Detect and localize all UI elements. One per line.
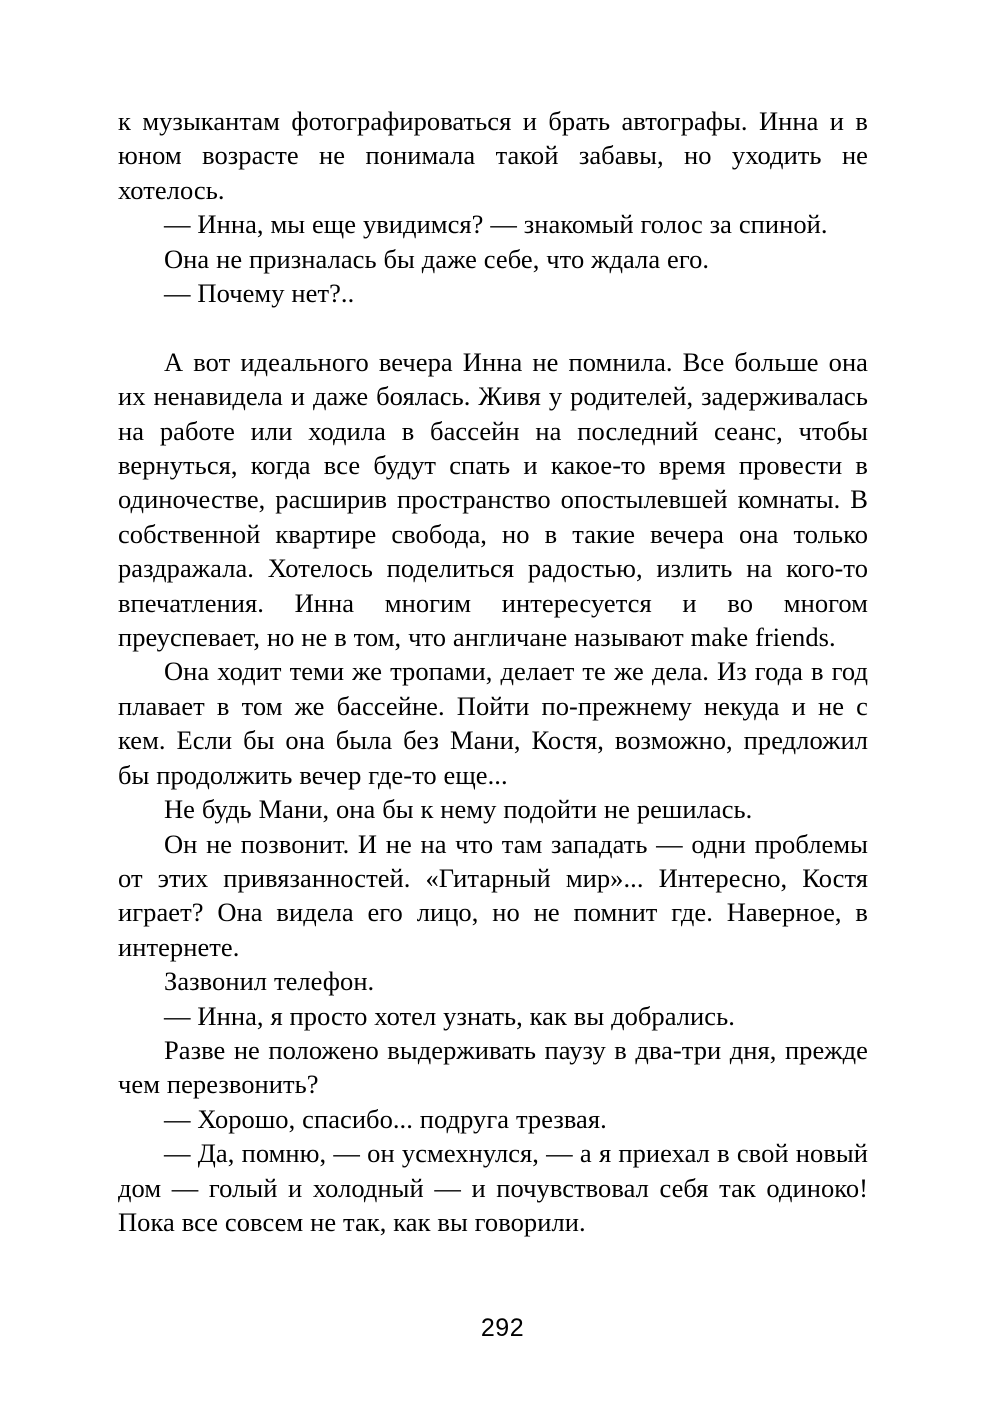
body-paragraph: Не будь Мани, она бы к нему подойти не решилась. bbox=[164, 794, 753, 825]
body-paragraph: — Почему нет?.. bbox=[164, 278, 355, 309]
body-paragraph: к музыкантам фотографироваться и брать автографы. Инна и в юном возрасте не понимала такой забавы, но уходить не хотелось. bbox=[118, 106, 868, 205]
page-number: 292 bbox=[480, 1314, 525, 1342]
body-paragraph: Зазвонил телефон. bbox=[164, 966, 375, 997]
body-paragraph: — Инна, я просто хотел узнать, как вы добрались. bbox=[164, 1000, 735, 1031]
body-paragraph: Она не призналась бы даже себе, что ждала его. bbox=[164, 243, 710, 274]
body-text-block bbox=[118, 104, 868, 1239]
body-paragraph: Она ходит теми же тропами, делает те же дела. Из года в год плавает в том же бассейне. Пойти по-прежнему некуда и не с кем. Если бы она была без Мани, Костя, возможно, предложил бы продолжить вечер где-то еще... bbox=[118, 656, 868, 790]
body-paragraph: А вот идеального вечера Инна не помнила. Все больше она их ненавидела и даже боялась. Живя у родителей, задерживалась на работе или ходила в бассейн на последний сеанс, чтобы вернуться, когда все будут спать и какое-то время провести в одиночестве, расширив пространство опостылевшей комнаты. В собственной квартире свобода, но в такие вечера она только раздражала. Хотелось поделиться радостью, излить на кого-то впечатления. Инна многим интересуется и во многом преуспевает, но не в том, что англичане называют make friends. bbox=[118, 346, 868, 653]
body-paragraph: — Хорошо, спасибо... подруга трезвая. bbox=[164, 1103, 607, 1134]
body-paragraph: — Инна, мы еще увидимся? — знакомый голос за спиной. bbox=[164, 209, 828, 240]
body-paragraph: Разве не положено выдерживать паузу в два-три дня, прежде чем перезвонить? bbox=[118, 1034, 868, 1100]
paragraph-gap bbox=[118, 310, 868, 344]
body-paragraph: Он не позвонит. И не на что там западать — одни проблемы от этих привязанностей. «Гитарный мир»... Интересно, Костя играет? Она видела его лицо, но не помнит где. Наверное, в интернете. bbox=[118, 828, 868, 962]
body-paragraph: — Да, помню, — он усмехнулся, — а я приехал в свой новый дом — голый и холодный — и почувствовал себя так одиноко! Пока все совсем не так, как вы говорили. bbox=[118, 1138, 868, 1237]
